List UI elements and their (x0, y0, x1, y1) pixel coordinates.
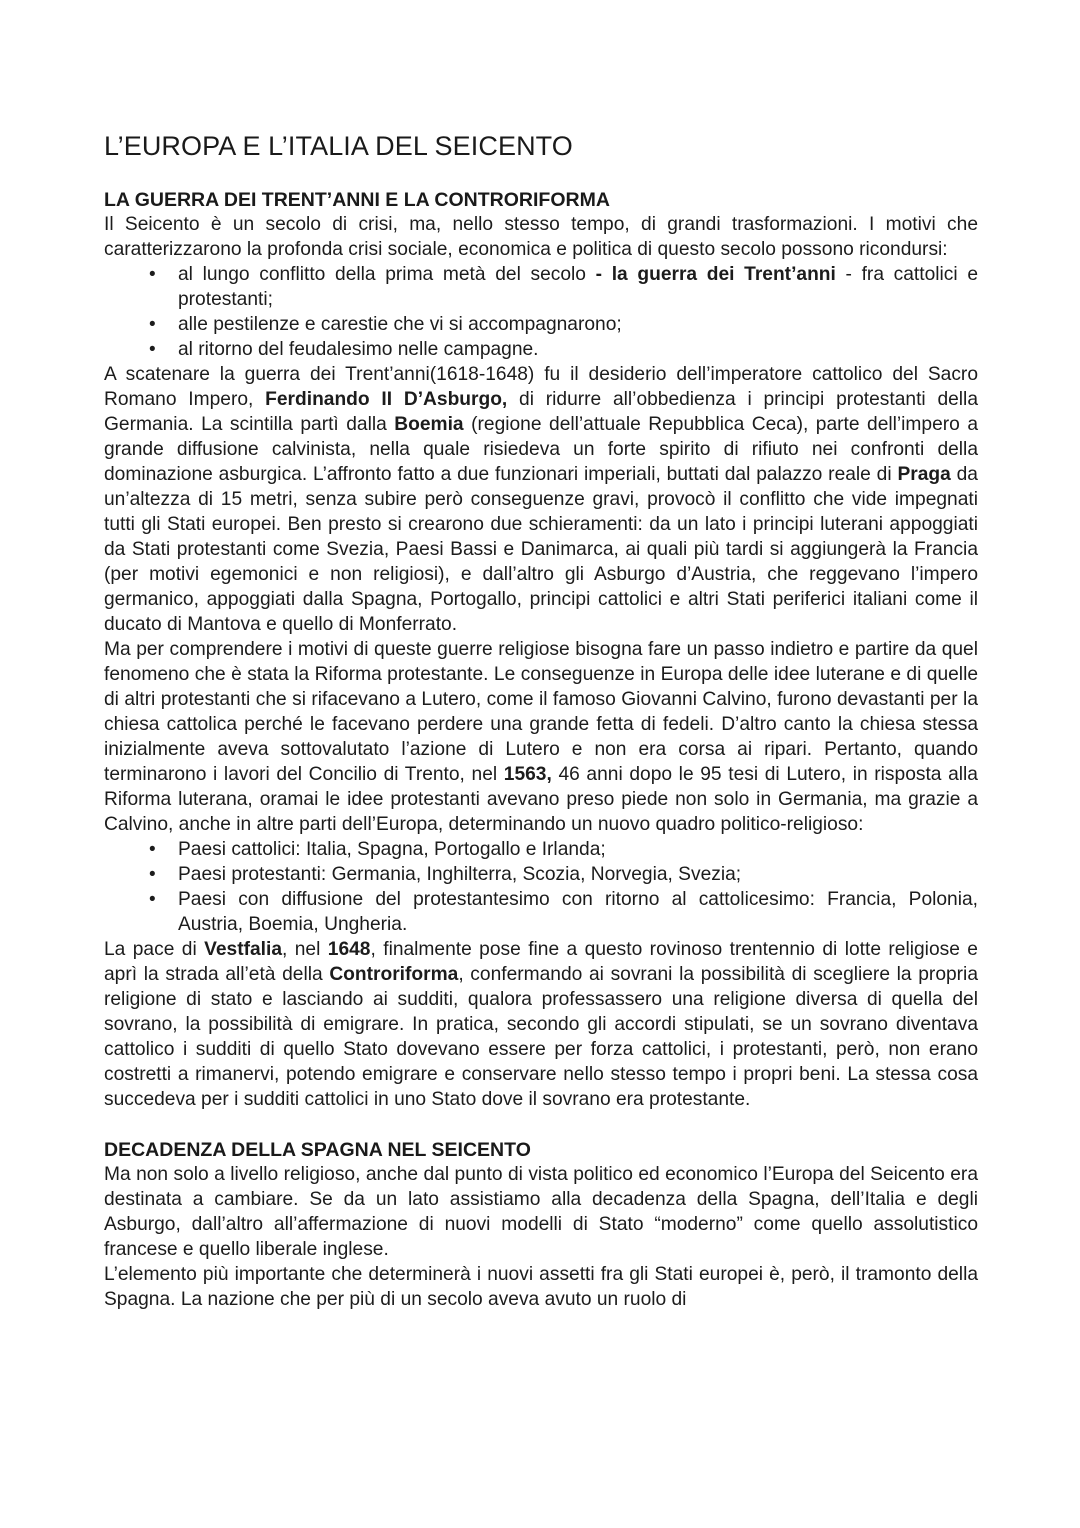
list-item: • al ritorno del feudalesimo nelle campagne. (178, 337, 978, 362)
list-item: • Paesi protestanti: Germania, Inghilterra, Scozia, Norvegia, Svezia; (178, 862, 978, 887)
section-spacer (104, 1112, 978, 1138)
paragraph: L’elemento più importante che determinerà i nuovi assetti fra gli Stati europei è, però, il tramonto della Spagna. La nazione che per più di un secolo aveva avuto un ruolo di (104, 1264, 978, 1310)
paragraph: Ma non solo a livello religioso, anche dal punto di vista politico ed economico l’Europa del Seicento era destinata a cambiare. Se da un lato assistiamo alla decadenza della Spagna, dell’Italia e degli Asburgo, dall’altro all’affermazione di nuovi modelli di Stato “moderno” come quello assolutistico francese e quello liberale inglese. (104, 1164, 978, 1260)
paragraph: La pace di Vestfalia, nel 1648, finalmente pose fine a questo rovinoso trentennio di lotte religiose e aprì la strada all’età della Controriforma, confermando ai sovrani la possibilità di scegliere la propria religione di stato e lasciando ai sudditi, qualora professassero una religione diversa di quella del sovrano, la possibilità di emigrare. In pratica, secondo gli accordi stipulati, se un sovrano diventava cattolico i sudditi di quello Stato dovevano essere per forza cattolici, i protestanti, però, non erano costretti a rimanervi, potendo emigrare e conservare nello stesso tempo i propri beni. La stessa cosa succedeva per i sudditi cattolici in uno Stato dove il sovrano era protestante. (104, 939, 978, 1110)
section-thirty-years-war (104, 188, 978, 1112)
document-page (104, 128, 978, 1312)
paragraph: Ma per comprendere i motivi di queste guerre religiose bisogna fare un passo indietro e partire da quel fenomeno che è stata la Riforma protestante. Le conseguenze in Europa delle idee luterane e di quelle di altri protestanti che si rifacevano a Lutero, come il famoso Giovanni Calvino, furono devastanti per la chiesa cattolica perché le facevano perdere una grande fetta di fedeli. D’altro canto la chiesa stessa inizialmente aveva sottovalutato l’azione di Lutero e non era corsa ai ripari. Pertanto, quando terminarono i lavori del Concilio di Trento, nel 1563, 46 anni dopo le 95 tesi di Lutero, in risposta alla Riforma luterana, oramai le idee protestanti avevano preso piede non solo in Germania, ma grazie a Calvino, anche in altre parti dell’Europa, determinando un nuovo quadro politico-religioso: (104, 639, 978, 835)
section-heading: DECADENZA DELLA SPAGNA NEL SEICENTO (104, 1139, 531, 1161)
paragraph: Il Seicento è un secolo di crisi, ma, nello stesso tempo, di grandi trasformazioni. I motivi che caratterizzarono la profonda crisi sociale, economica e politica di questo secolo possono ricondursi: (104, 214, 978, 260)
section-heading: LA GUERRA DEI TRENT’ANNI E LA CONTRORIFORMA (104, 189, 610, 211)
section-spain-decline (104, 1138, 978, 1312)
list-item: • alle pestilenze e carestie che vi si accompagnarono; (178, 312, 978, 337)
countries-list (104, 837, 978, 937)
list-item: • al lungo conflitto della prima metà del secolo - la guerra dei Trent’anni - fra cattolici e protestanti; (178, 262, 978, 312)
causes-list (104, 262, 978, 362)
list-item: • Paesi cattolici: Italia, Spagna, Portogallo e Irlanda; (178, 837, 978, 862)
list-item: • Paesi con diffusione del protestantesimo con ritorno al cattolicesimo: Francia, Polonia, Austria, Boemia, Ungheria. (178, 887, 978, 937)
page-title: L’EUROPA E L’ITALIA DEL SEICENTO (104, 131, 573, 161)
paragraph: A scatenare la guerra dei Trent’anni(1618-1648) fu il desiderio dell’imperatore cattolico del Sacro Romano Impero, Ferdinando II D’Asburgo, di ridurre all’obbedienza i principi protestanti della Germania. La scintilla partì dalla Boemia (regione dell’attuale Repubblica Ceca), parte dell’impero a grande diffusione calvinista, nella quale risiedeva un forte spirito di rifiuto nei confronti della dominazione asburgica. L’affronto fatto a due funzionari imperiali, buttati dal palazzo reale di Praga da un’altezza di 15 metri, senza subire però conseguenze gravi, provocò il conflitto che vide impegnati tutti gli Stati europei. Ben presto si crearono due schieramenti: da un lato i principi luterani appoggiati da Stati protestanti come Svezia, Paesi Bassi e Danimarca, ai quali più tardi si aggiungerà la Francia (per motivi egemonici e non religiosi), e dall’altro gli Asburgo d’Austria, che reggevano l’impero germanico, appoggiati dalla Spagna, Portogallo, principi cattolici e altri Stati periferici italiani come il ducato di Mantova e quello di Monferrato. (104, 364, 978, 635)
